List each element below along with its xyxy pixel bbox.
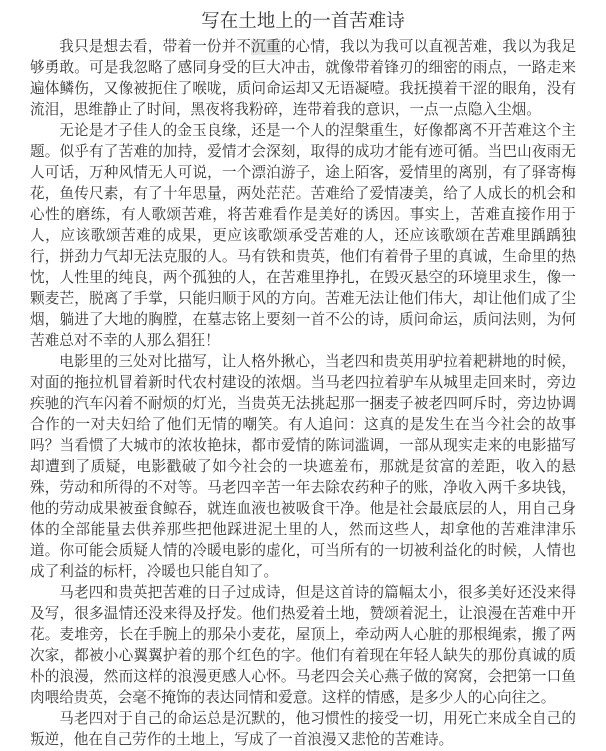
article-body [30, 37, 576, 751]
paragraph [30, 121, 576, 352]
paragraph [30, 709, 576, 751]
highlighted-text: 沉重 [251, 39, 281, 55]
paragraph-text: 我只是想去看，带着一份并不 [59, 39, 252, 55]
paragraph-text: 的心情，我以为我可以直视苦难，我以为我足够勇敢。可是我忽略了感同身受的巨大冲击，就像带着锋刃的细密的雨点，一路走来遍体鳞伤，又像被扼住了喉咙，质问命运却又无语凝噎。我抚摸着干涩的眼角，没有流泪，思维静止了时间，黑夜将我粉碎，连带着我的意识，一点一点隐入尘烟。 [30, 39, 576, 118]
paragraph [30, 352, 576, 583]
page-title: 写在土地上的一首苦难诗 [201, 10, 405, 31]
paragraph-text: 马老四和贵英把苦难的日子过成诗，但是这首诗的篇幅太小，很多美好还没来得及写，很多温情还没来得及抒发。他们热爱着土地，赞颂着泥土，让浪漫在苦难中开花。麦堆旁，长在手腕上的那朵小麦花，屋顶上，牵动两人心脏的那根绳索，搬了两次家，都被小心翼翼护着的那个红色的字。他们有着现在年轻人缺失的那份真诚的质朴的浪漫，然而这样的浪漫更感人心怀。马老四会关心燕子做的窝窝，会把第一口鱼肉喂给贵英，会毫不掩饰的表达同情和爱意。这样的情感，是多少人的心向往之。 [30, 585, 576, 706]
paragraph-text: 电影里的三处对比描写，让人格外揪心，当老四和贵英用驴拉着耙耕地的时候，对面的拖拉机冒着新时代农村建设的浓烟。当马老四拉着驴车从城里走回来时，旁边疾驰的汽车闪着不耐烦的灯光，当贵英无法挑起那一捆麦子被老四呵斥时，旁边协调合作的一对夫妇给了他们无情的嘲笑。有人追问：这真的是发生在当今社会的故事吗？当看惯了大城市的浓妆艳抹，都市爱情的陈词滥调，一部从现实走来的电影描写却遭到了质疑，电影戳破了如今社会的一块遮羞布，那就是贫富的差距，收入的悬殊，劳动和所得的不对等。马老四辛苦一年去除农药种子的账，净收入两千多块钱，他的劳动成果被蚕食鲸吞，就连血液也被吸食干净。他是社会最底层的人，用自己身体的全部能量去供养那些把他踩进泥土里的人，然而这些人，却拿他的苦难津津乐道。你可能会质疑人情的冷暖电影的虚化，可当所有的一切被利益化的时候，人情也成了利益的标杆，冷暖也只能自知了。 [30, 354, 576, 580]
paragraph [30, 583, 576, 709]
paragraph-text: 无论是才子佳人的金玉良缘，还是一个人的涅槃重生，好像都离不开苦难这个主题。似乎有了苦难的加持，爱情才会深刻，取得的成功才能有迹可循。当巴山夜雨无人可话，万种风情无人可说，一个漂泊游子，途上陌客，爱情里的离别，有了驿寄梅花，鱼传尺素，有了十年思量，两处茫茫。苦难给了爱情凄美，给了人成长的机会和心性的磨练，有人歌颂苦难，将苦难看作是美好的诱因。事实上，苦难直接作用于人，应该歌颂苦难的成果，更应该歌颂承受苦难的人，还应该歌颂在苦难里踽踽独行，拼劲力气却无法克服的人。马有铁和贵英，他们有着骨子里的真诚，生命里的热忱，人性里的纯良，两个孤独的人，在苦难里挣扎，在毁灭悬空的环境里求生，像一颗麦芒，脱离了手掌，只能归顺于风的方向。苦难无法让他们伟大，却让他们成了尘烟，躺进了大地的胸膛，在墓志铭上要刻一首不公的诗，质问命运，质问法则，为何苦难总对不幸的人那么猖狂！ [30, 123, 576, 349]
paragraph [30, 37, 576, 121]
paragraph-text: 马老四对于自己的命运总是沉默的，他习惯性的接受一切，用死亡来成全自己的叛逆，他在自己劳作的土地上，写成了一首浪漫又悲怆的苦难诗。 [30, 711, 576, 748]
